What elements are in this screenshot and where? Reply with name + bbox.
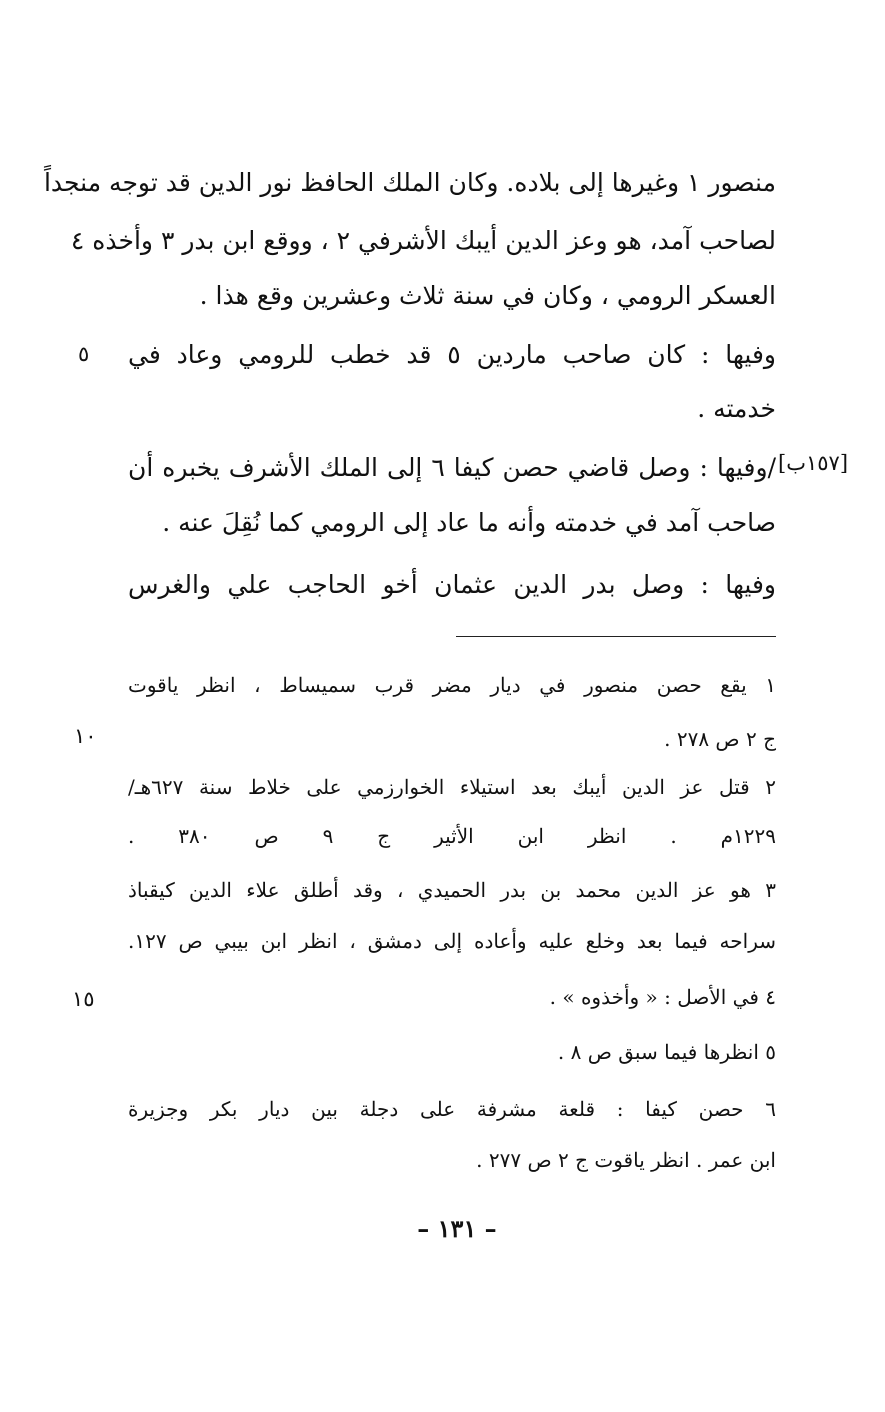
page-number: – ١٣١ – bbox=[417, 1214, 497, 1243]
footnote-line: ٣ هو عز الدين محمد بن بدر الحميدي ، وقد أطلق علاء الدين كيقباذ bbox=[128, 878, 776, 902]
footnote-line: ٦ حصن كيفا : قلعة مشرفة على دجلة بين ديار بكر وجزيرة bbox=[128, 1097, 776, 1121]
footnote-line: سراحه فيما بعد وخلع عليه وأعاده إلى دمشق ، انظر ابن بيبي ص ١٢٧. bbox=[128, 929, 776, 953]
footnote-divider bbox=[456, 636, 776, 637]
footnote-line: ١٢٢٩م . انظر ابن الأثير ج ٩ ص ٣٨٠ . bbox=[128, 824, 776, 848]
line-number-10: ١٠ bbox=[74, 724, 97, 748]
main-line: العسكر الرومي ، وكان في سنة ثلاث وعشرين وقع هذا . bbox=[199, 281, 776, 310]
footnote-line: ابن عمر . انظر ياقوت ج ٢ ص ٢٧٧ . bbox=[476, 1148, 776, 1172]
main-line: /وفيها : وصل قاضي حصن كيفا ٦ إلى الملك الأشرف يخبره أن bbox=[128, 453, 776, 482]
footnote-line: ٤ في الأصل : « وأخذوه » . bbox=[549, 985, 776, 1009]
footnote-line: ٥ انظرها فيما سبق ص ٨ . bbox=[557, 1040, 776, 1064]
footnote-line: ج ٢ ص ٢٧٨ . bbox=[664, 727, 776, 751]
main-line: صاحب آمد في خدمته وأنه ما عاد إلى الرومي كما نُقِلَ عنه . bbox=[162, 508, 776, 537]
footnote-line: ٢ قتل عز الدين أيبك بعد استيلاء الخوارزمي على خلاط سنة ٦٢٧هـ/ bbox=[128, 775, 776, 799]
main-line: وفيها : كان صاحب ماردين ٥ قد خطب للرومي وعاد في bbox=[128, 340, 776, 369]
main-line: لصاحب آمد، هو وعز الدين أيبك الأشرفي ٢ ، ووقع ابن بدر ٣ وأخذه ٤ bbox=[70, 226, 776, 255]
line-number-15: ١٥ bbox=[72, 987, 95, 1011]
main-line: منصور ١ وغيرها إلى بلاده. وكان الملك الحافظ نور الدين قد توجه منجداً bbox=[43, 168, 776, 197]
folio-marker: [١٥٧ب] bbox=[778, 451, 849, 475]
footnote-line: ١ يقع حصن منصور في ديار مضر قرب سميساط ، انظر ياقوت bbox=[128, 673, 776, 697]
line-number-5: ٥ bbox=[78, 342, 90, 366]
main-line: خدمته . bbox=[697, 394, 776, 423]
main-line: وفيها : وصل بدر الدين عثمان أخو الحاجب علي والغرس bbox=[128, 570, 776, 599]
